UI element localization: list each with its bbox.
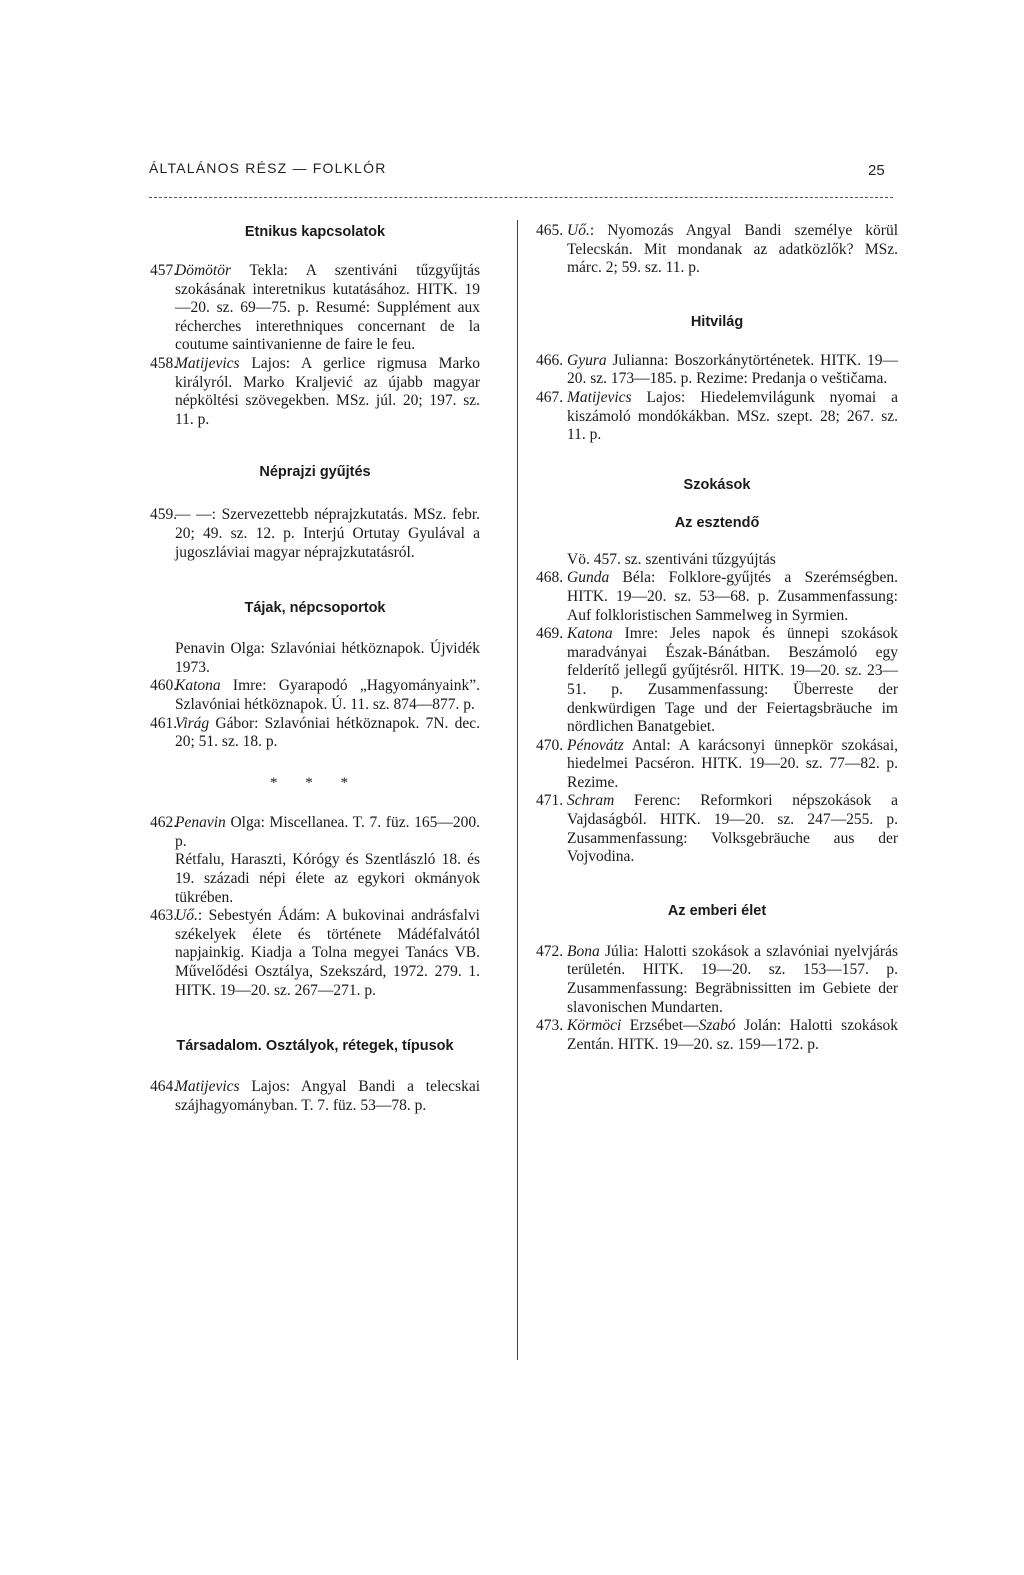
entry-number: 460. [150, 677, 178, 695]
cross-reference: Penavin Olga: Szlavóniai hétköznapok. Újvidék 1973. [175, 640, 480, 676]
running-title: ÁLTALÁNOS RÉSZ — FOLKLÓR [149, 160, 387, 176]
section-heading-emberi-elet: Az emberi élet [667, 902, 767, 919]
bib-entry-471 [536, 792, 898, 866]
entry-author: Schram [567, 792, 615, 810]
entry-author: Dömötör [175, 262, 231, 279]
bib-entry-472 [536, 943, 898, 1017]
entry-number: 465. [536, 222, 564, 239]
entry-author: Bona [567, 942, 600, 960]
entry-number: 467. [536, 388, 564, 406]
entry-text: Lajos: Hiedelemvilágunk nyomai a kiszámoló mondókákban. MSz. szept. 28; 267. sz. 11. p. [567, 388, 898, 444]
bib-entry-462 [150, 814, 480, 851]
entry-text: Béla: Folklore-gyűjtés a Szerémségben. HITK. 19—20. sz. 53—68. p. Zusammenfassung: Auf folkloristischen Sammelweg in Syrmien. [567, 569, 898, 624]
entry-text: : Nyomozás Angyal Bandi személye körül Telecskán. Mit mondanak az adatközlők? MSz. márc. 2; 59. sz. 11. p. [567, 222, 898, 277]
left-column [150, 222, 480, 1115]
bib-entry-459 [150, 506, 480, 562]
entry-number: 471. [536, 792, 564, 810]
bib-entry-465 [536, 222, 898, 278]
section-heading-tajak: Tájak, népcsoportok [244, 600, 386, 617]
entry-text: Tekla: A szentiváni tűzgyűjtás szokásának interetnikus kutatásához. HITK. 19—20. sz. 69—75. p. Resumé: Supplément aux récherches interethniques concernant de la coutume saintivanienne de faire le feu. [175, 262, 480, 354]
entry-text: Erzsébet— [621, 1017, 699, 1035]
entry-author: Matijevics [175, 1078, 240, 1096]
entry-number: 472. [536, 942, 564, 960]
entry-text: Júlia: Halotti szokások a szlavóniai nyelvjárás területén. HITK. 19—20. sz. 153—157. p. Zusammenfassung: Begräbnissitten im Gebiete der slavonischen Mundarten. [567, 942, 898, 1016]
entry-text: Antal: A karácsonyi ünnepkör szokásai, hiedelmei Pacséron. HITK. 19—20. sz. 77—82. p. Rezime. [567, 736, 898, 791]
cross-reference: Vö. 457. sz. szentiváni tűzgyújtás [567, 550, 776, 568]
header-divider [149, 197, 893, 198]
bib-entry-470 [536, 737, 898, 793]
entry-number: 463. [150, 907, 178, 925]
entry-text: Ferenc: Reformkori népszokások a Vajdaságból. HITK. 19—20. sz. 247—255. p. Zusammenfassung: Volksgebräuche aus der Vojvodina. [567, 792, 898, 866]
section-heading-neprajzi: Néprajzi gyűjtés [259, 464, 371, 481]
section-heading-etnikus: Etnikus kapcsolatok [244, 224, 386, 240]
asterism-separator: * * * [270, 774, 360, 791]
bib-entry-466 [536, 352, 898, 389]
entry-number: 457. [150, 262, 178, 279]
bib-entry-468 [536, 569, 898, 625]
entry-author: Pénovátz [567, 736, 624, 754]
bib-entry-457 [150, 262, 480, 355]
entry-author: Körmöci [567, 1017, 622, 1035]
bib-entry-469 [536, 625, 898, 737]
entry-author: Katona [567, 625, 613, 643]
entry-text: Imre: Gyarapodó „Hagyományaink”. Szlavóniai hétköznapok. Ú. 11. sz. 874—877. p. [175, 677, 480, 713]
entry-text-cont: Jolán: Halotti szokások Zentán. HITK. 19—20. sz. 159—172. p. [567, 1017, 898, 1053]
entry-number: 468. [536, 569, 564, 587]
entry-text: Gábor: Szlavóniai hétköznapok. 7N. dec. 20; 51. sz. 18. p. [175, 714, 480, 751]
entry-text: — —: Szervezettebb néprajzkutatás. MSz. febr. 20; 49. sz. 12. p. Interjú Ortutay Gyulával a jugoszláviai magyar néprajzkutatásról. [175, 506, 480, 561]
entry-author: Gyura [567, 351, 607, 369]
entry-author: Uő. [567, 222, 590, 239]
entry-number: 459. [150, 506, 178, 524]
entry-author: Virág [175, 714, 210, 732]
entry-author: Katona [175, 677, 221, 695]
entry-coauthor: Szabó [698, 1017, 736, 1035]
entry-author: Matijevics [567, 388, 632, 406]
entry-text: Lajos: Angyal Bandi a telecskai szájhagyományban. T. 7. füz. 53—78. p. [175, 1078, 480, 1114]
bib-entry-473 [536, 1017, 898, 1054]
bib-entry-463 [150, 907, 480, 1000]
bib-entry-467 [536, 389, 898, 445]
bib-entry-460 [150, 677, 480, 714]
bib-entry-464 [150, 1078, 480, 1115]
entry-annotation: Rétfalu, Haraszti, Kórógy és Szentlászló 18. és 19. századi népi élete az egykori okmányok tükrében. [175, 851, 480, 906]
section-heading-tarsadalom: Társadalom. Osztályok, rétegek, típusok [176, 1038, 454, 1055]
entry-number: 466. [536, 351, 564, 369]
entry-text: Lajos: A gerlice rigmusa Marko királyról. Marko Kraljević az újabb magyar népköltési szövegekben. MSz. júl. 20; 197. sz. 11. p. [175, 354, 480, 428]
entry-number: 464. [150, 1078, 178, 1096]
entry-author: Uő. [175, 907, 198, 925]
entry-author: Penavin [175, 814, 226, 832]
right-column [536, 222, 898, 1054]
entry-number: 469. [536, 625, 564, 643]
section-heading-szokasok: Szokások [683, 476, 751, 493]
bib-entry-461 [150, 715, 480, 752]
column-divider [517, 220, 518, 1360]
section-heading-hitvilag: Hitvilág [690, 313, 744, 330]
bib-entry-458 [150, 355, 480, 429]
entry-author: Matijevics [175, 354, 240, 372]
subsection-heading-esztendo: Az esztendő [674, 514, 760, 531]
entry-text: Olga: Miscellanea. T. 7. füz. 165—200. p. [175, 814, 480, 850]
entry-number: 462. [150, 814, 178, 832]
entry-number: 473. [536, 1017, 564, 1035]
entry-text: Imre: Jeles napok és ünnepi szokások maradványai Észak-Bánátban. Beszámoló egy felderítő jellegű gyűjtésről. HITK. 19—20. sz. 23—51. p. Zusammenfassung: Überreste der denkwürdigen Tage und der Feiertagsbräuche im nördlichen Banatgebiet. [567, 625, 898, 736]
entry-text: Julianna: Boszorkánytörténetek. HITK. 19—20. sz. 173—185. p. Rezime: Predanja o veštičama. [567, 351, 898, 388]
page-number: 25 [868, 162, 885, 179]
entry-author: Gunda [567, 569, 610, 587]
entry-number: 458. [150, 354, 178, 372]
entry-text: : Sebestyén Ádám: A bukovinai andrásfalvi székelyek élete és története Mádéfalvától napjainkig. Kiadja a Tolna megyei Tanács VB. Művelődési Osztálya, Szekszárd, 1972. 279. 1. HITK. 19—20. sz. 267—271. p. [175, 907, 480, 999]
entry-number: 461. [150, 714, 178, 732]
entry-number: 470. [536, 736, 564, 754]
